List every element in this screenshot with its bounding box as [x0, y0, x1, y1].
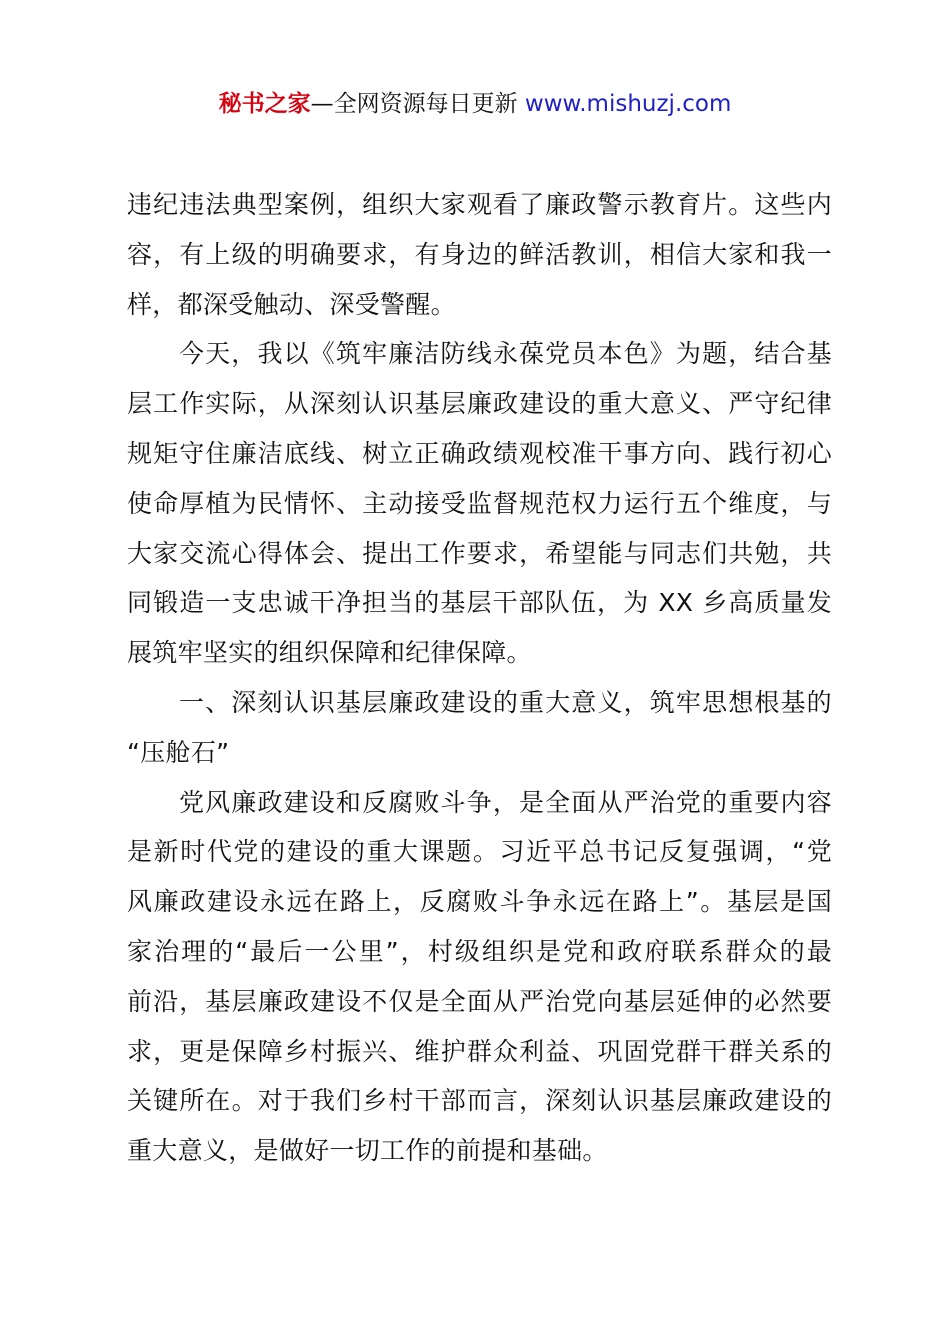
text-line: 风廉政建设永远在路上，反腐败斗争永远在路上”。基层是国 — [127, 887, 832, 917]
heading-line: “压舱石” — [127, 737, 230, 767]
text-line: 规矩守住廉洁底线、树立正确政绩观校准干事方向、践行初心 — [127, 438, 832, 468]
text-line: 违纪违法典型案例，组织大家观看了廉政警示教育片。这些内 — [127, 190, 832, 219]
paragraph-section-1 — [127, 778, 832, 1176]
text-line: 容，有上级的明确要求，有身边的鲜活教训，相信大家和我一 — [127, 239, 832, 269]
text-line: 关键所在。对于我们乡村干部而言，深刻认识基层廉政建设的 — [127, 1086, 832, 1116]
text-line: 求，更是保障乡村振兴、维护群众利益、巩固党群干群关系的 — [127, 1036, 832, 1066]
paragraph-continuation — [127, 180, 832, 329]
text-line: 家治理的“最后一公里”，村级组织是党和政府联系群众的最 — [127, 936, 832, 966]
paragraph-intro — [127, 329, 832, 678]
text-line: 前沿，基层廉政建设不仅是全面从严治党向基层延伸的必然要 — [127, 986, 832, 1016]
text-line: 同锻造一支忠诚干净担当的基层干部队伍，为 XX 乡高质量发 — [127, 588, 832, 618]
text-line: 重大意义，是做好一切工作的前提和基础。 — [127, 1136, 608, 1166]
site-header — [0, 86, 950, 122]
text-line: 是新时代党的建设的重大课题。习近平总书记反复强调，“党 — [127, 837, 832, 867]
text-line: 今天，我以《筑牢廉洁防线永葆党员本色》为题，结合基 — [179, 339, 832, 369]
text-line: 大家交流心得体会、提出工作要求，希望能与同志们共勉，共 — [127, 538, 832, 568]
text-line: 使命厚植为民情怀、主动接受监督规范权力运行五个维度，与 — [127, 488, 832, 518]
text-line: 展筑牢坚实的组织保障和纪律保障。 — [127, 638, 532, 668]
section-heading-1 — [127, 678, 832, 778]
text-line: 层工作实际，从深刻认识基层廉政建设的重大意义、严守纪律 — [127, 389, 832, 419]
text-line: 党风廉政建设和反腐败斗争，是全面从严治党的重要内容 — [179, 787, 832, 817]
heading-line: 一、深刻认识基层廉政建设的重大意义，筑牢思想根基的 — [179, 687, 832, 717]
site-brand: 秘书之家 — [218, 91, 311, 117]
site-url[interactable]: www.mishuzj.com — [524, 91, 732, 117]
document-body — [127, 180, 832, 1176]
text-line: 样，都深受触动、深受警醒。 — [127, 289, 456, 319]
site-tagline: —全网资源每日更新 — [310, 91, 518, 117]
